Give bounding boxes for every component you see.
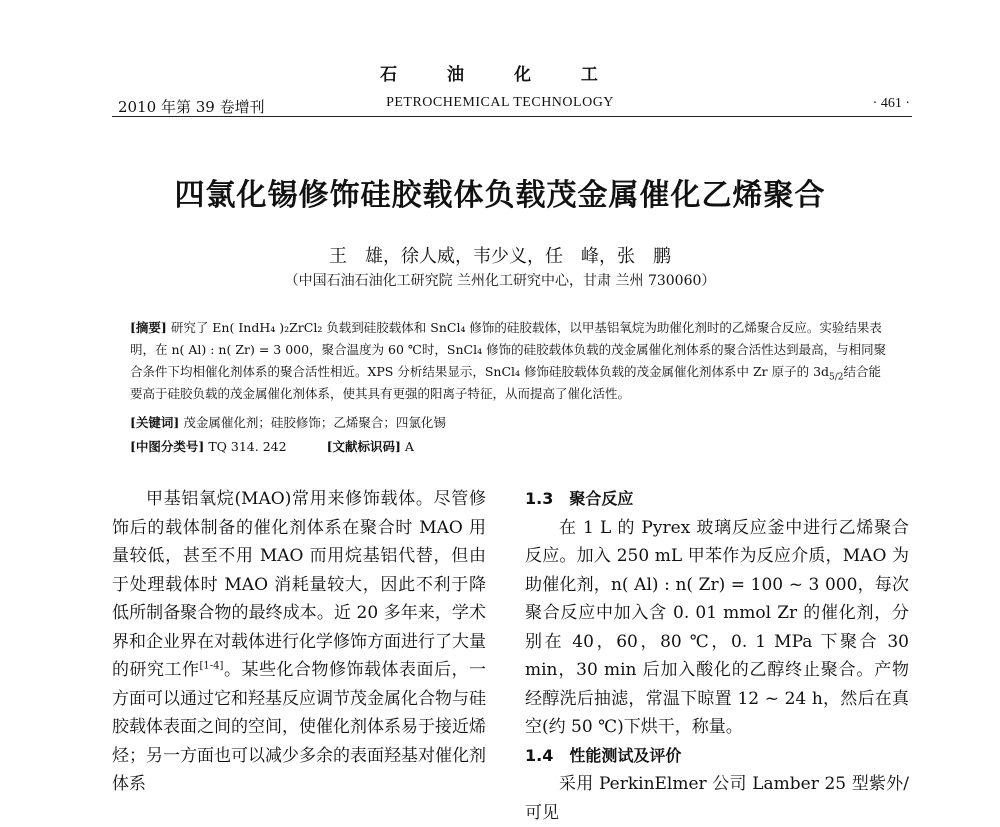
intro-text-1: 甲基铝氧烷(MAO)常用来修饰载体。尽管修饰后的载体制备的催化剂体系在聚合时 MAO 用量较低，甚至不用 MAO 而用烷基铝代替，但由于处理载体时 MAO 消耗量较大，因此不利于降低所制备聚合物的最终成本。近 20 多年来，学术界和企业界在对载体进行化学修饰方面进行了大量的研究工作 (112, 489, 486, 680)
section-text-1-3: 在 1 L 的 Pyrex 玻璃反应釜中进行乙烯聚合反应。加入 250 mL 甲苯作为反应介质，MAO 为助催化剂，n( Al) : n( Zr) = 100 ~ 3 000，每次聚合反应中加入含 0. 01 mmol Zr 的催化剂，分别在 40，60，80 ℃，0. 1 MPa 下聚合 30 min，30 min 后加入酸化的乙醇终止聚合。产物经醇洗后抽滤，常温下晾置 12 ~ 24 h，然后在真空(约 50 ℃)下烘干，称量。 (525, 517, 909, 737)
body-left-column (112, 485, 486, 799)
citation-ref: [1-4] (199, 660, 224, 672)
section-heading-1-4: 1.4 性能测试及评价 (525, 745, 682, 765)
page-number: · 461 · (872, 96, 910, 111)
abstract-label: [摘要] (130, 320, 167, 335)
intro-text-2: 。某些化合物修饰载体表面后，一方面可以通过它和羟基反应调节茂金属化合物与硅胶载体表面之间的空间，使催化剂体系易于接近烯烃；另一方面也可以减少多余的表面羟基对催化剂体系 (112, 660, 487, 794)
classification (130, 437, 414, 455)
abstract-subscript: 5/2 (829, 372, 844, 383)
abstract-text-2: 结合能要高于硅胶负载的茂金属催化剂体系，使其具有更强的阳离子特征，从而提高了催化活性。 (130, 364, 882, 401)
abstract-text-1: 研究了 En( IndH₄ )₂ZrCl₂ 负载到硅胶载体和 SnCl₄ 修饰的硅胶载体，以甲基铝氧烷为助催化剂时的乙烯聚合反应。实验结果表明，在 n( Al) : n( Zr) = 3 000，聚合温度为 60 ℃时，SnCl₄ 修饰的硅胶载体负载的茂金属催化剂体系的聚合活性达到最高，与相同聚合条件下均相催化剂体系的聚合活性相近。XPS 分析结果显示，SnCl₄ 修饰硅胶载体负载的茂金属催化剂体系中 Zr 原子的 3d (130, 320, 887, 379)
keywords (130, 413, 446, 431)
journal-name-cn: 石 油 化 工 (380, 65, 620, 85)
abstract (130, 317, 890, 405)
doc-code-label: [文献标识码] (326, 439, 401, 454)
header-rule (112, 116, 912, 117)
section-heading-1-3: 1.3 聚合反应 (525, 489, 634, 508)
clc-code: TQ 314. 242 (208, 439, 287, 454)
issue-info: 2010 年第 39 卷增刊 (118, 98, 265, 116)
clc-label: [中图分类号] (130, 439, 205, 454)
authors: 王 雄，徐人威，韦少义，任 峰，张 鹏 (329, 246, 671, 267)
doc-code: A (404, 439, 414, 454)
article-title: 四氯化锡修饰硅胶载体负载茂金属催化乙烯聚合 (174, 178, 826, 213)
keywords-label: [关键词] (130, 415, 180, 430)
section-text-1-4: 采用 PerkinElmer 公司 Lamber 25 型紫外/可见 (525, 774, 909, 823)
affiliation: （中国石油石油化工研究院 兰州化工研究中心，甘肃 兰州 730060） (284, 273, 716, 289)
body-right-column (525, 485, 909, 827)
keywords-text: 茂金属催化剂；硅胶修饰；乙烯聚合；四氯化锡 (183, 415, 446, 430)
journal-name-en: PETROCHEMICAL TECHNOLOGY (386, 95, 614, 110)
